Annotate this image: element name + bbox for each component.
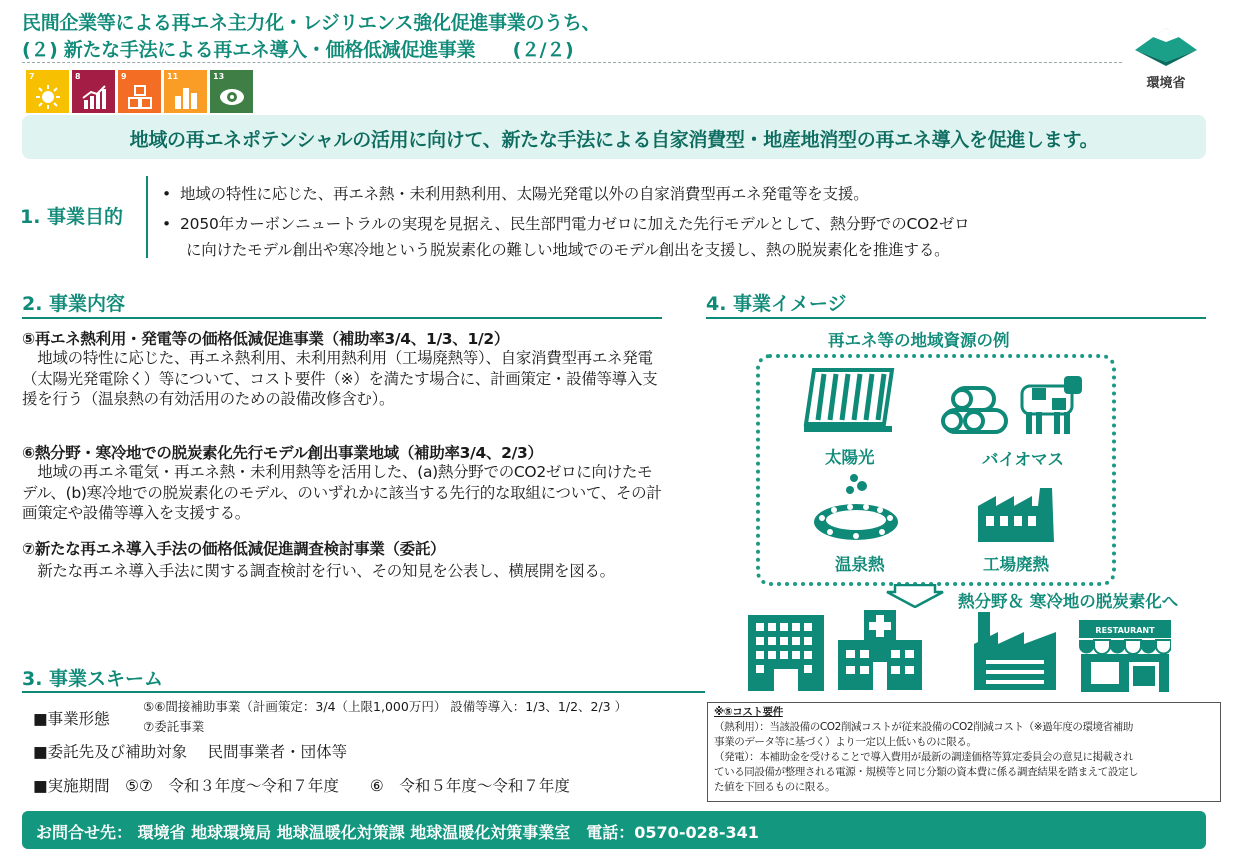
scheme-form-label: ■事業形態 <box>33 710 110 728</box>
section1-title: 1. 事業目的 <box>20 206 124 228</box>
item5-body: 地域の特性に応じた、再エネ熱利用、未利用熱利用（工場廃熱等）、自家消費型再エネ発電（太陽光発電除く）等について、コスト要件（※）を満たす場合に、計画策定・設備等導入支援を行う（温泉熱の有効活用のための設備改修含む）。 <box>22 349 658 408</box>
solar-label: 太陽光 <box>825 448 875 467</box>
purpose-bullet-2-continued: に向けたモデル創出や寒冷地という脱炭素化の難しい地域でのモデル創出を支援し、熱の脱炭素化を推進する。 <box>186 241 950 259</box>
ministry-name: 環境省 <box>1146 76 1186 91</box>
summary-text: 地域の再エネポテンシャルの活用に向けて、新たな手法による自家消費型・地産地消型の再エネ導入を促進します。 <box>129 129 1099 151</box>
decarbonization-text: 熱分野＆ 寒冷地の脱炭素化へ <box>958 592 1179 611</box>
scheme-form-detail-2: ⑦委託事業 <box>143 719 205 734</box>
scheme-target: ■委託先及び補助対象 民間事業者・団体等 <box>33 743 348 761</box>
solar-panel-icon <box>800 366 896 438</box>
biomass-label: バイオマス <box>982 450 1065 469</box>
mountain-logo-icon <box>1133 26 1199 66</box>
resources-title: 再エネ等の地域資源の例 <box>828 331 1010 350</box>
section4-title: 4. 事業イメージ <box>706 293 847 315</box>
hospital-icon <box>838 610 922 690</box>
scheme-period: ■実施期間 ⑤⑦ 令和３年度～令和７年度 ⑥ 令和５年度～令和７年度 <box>33 777 570 795</box>
note-line-1: （熱利用）：当該設備のCO2削減コストが従来設備のCO2削減コスト（※過年度の環境省補助 <box>714 721 1133 733</box>
note-title: ※⑤コスト要件 <box>714 706 783 718</box>
factory-building-icon <box>974 612 1056 690</box>
note-line-4: ている同設備が整理される電源・規模等と同じ分類の資本費に係る調査結果を踏まえて設定し <box>714 766 1139 778</box>
biomass-icon <box>936 372 1086 438</box>
note-line-3: （発電）：本補助金を受けることで導入費用が最新の調達価格等算定委員会の意見に掲載され <box>714 751 1133 763</box>
page-title-line1: 民間企業等による再エネ主力化・レジリエンス強化促進事業のうち、 <box>22 12 601 34</box>
restaurant-sign: RESTAURANT <box>1095 626 1155 635</box>
contact-text: お問合せ先： 環境省 地球環境局 地球温暖化対策課 地球温暖化対策事業室 電話：0570-028-341 <box>36 823 759 842</box>
section1-divider <box>146 176 148 258</box>
sdg-9-cubes-icon: 9 <box>118 70 161 113</box>
sdg-7-sun-icon: 7 <box>26 70 69 113</box>
item7-body: 新たな再エネ導入手法に関する調査検討を行い、その知見を公表し、横展開を図る。 <box>22 562 615 580</box>
section2-title: 2. 事業内容 <box>22 293 126 315</box>
summary-banner <box>22 115 1206 159</box>
office-building-icon <box>748 613 824 691</box>
note-line-2: 事業のデータ等に基づく）より一定以上低いものに限る。 <box>714 736 977 748</box>
item5-title: ⑤再エネ熱利用・発電等の価格低減促進事業（補助率3/4、1/3、1/2） <box>22 330 510 348</box>
note-line-5: た値を下回るものに限る。 <box>714 781 836 793</box>
sdg-11-city-icon: 11 <box>164 70 207 113</box>
title-divider <box>22 62 1122 63</box>
purpose-bullet-2: • 2050年カーボンニュートラルの実現を見据え、民生部門電力ゼロに加えた先行モデルとして、熱分野でのCO2ゼロ <box>162 215 970 233</box>
hot-spring-label: 温泉熱 <box>835 555 885 574</box>
item7-title: ⑦新たな再エネ導入手法の価格低減促進調査検討事業（委託） <box>22 540 446 558</box>
sdg-8-growth-chart-icon: 8 <box>72 70 115 113</box>
page-title-line2: (２) 新たな手法による再エネ導入・価格低減促進事業 (２/２) <box>22 39 574 61</box>
ministry-logo <box>1126 26 1206 91</box>
section3-divider <box>22 691 705 693</box>
sdg-13-eye-globe-icon: 13 <box>210 70 253 113</box>
factory-heat-label: 工場廃熱 <box>983 555 1049 574</box>
restaurant-icon <box>1079 620 1171 692</box>
section3-title: 3. 事業スキーム <box>22 668 164 690</box>
factory-icon <box>976 486 1066 542</box>
item6-body: 地域の再エネ電気・再エネ熱・未利用熱等を活用した、(a)熱分野でのCO2ゼロに向けたモデル、(b)寒冷地での脱炭素化のモデル、のいずれかに該当する先行的な取組について、その計画策定や設備等導入を支援する。 <box>22 463 662 522</box>
cost-requirement-note <box>707 702 1221 802</box>
scheme-form-detail-1: ⑤⑥間接補助事業（計画策定：3/4（上限1,000万円） 設備等導入：1/3、1/2、2/3 ） <box>143 699 628 714</box>
section4-divider <box>706 317 1206 319</box>
item6-title: ⑥熱分野・寒冷地での脱炭素化先行モデル創出事業地域（補助率3/4、2/3） <box>22 444 543 462</box>
down-arrow-icon <box>885 584 945 608</box>
section2-divider <box>22 317 662 319</box>
hot-spring-icon <box>810 472 902 544</box>
purpose-bullet-1: • 地域の特性に応じた、再エネ熱・未利用熱利用、太陽光発電以外の自家消費型再エネ発電等を支援。 <box>162 185 869 203</box>
contact-footer <box>22 811 1206 849</box>
sdg-icons <box>26 70 253 113</box>
